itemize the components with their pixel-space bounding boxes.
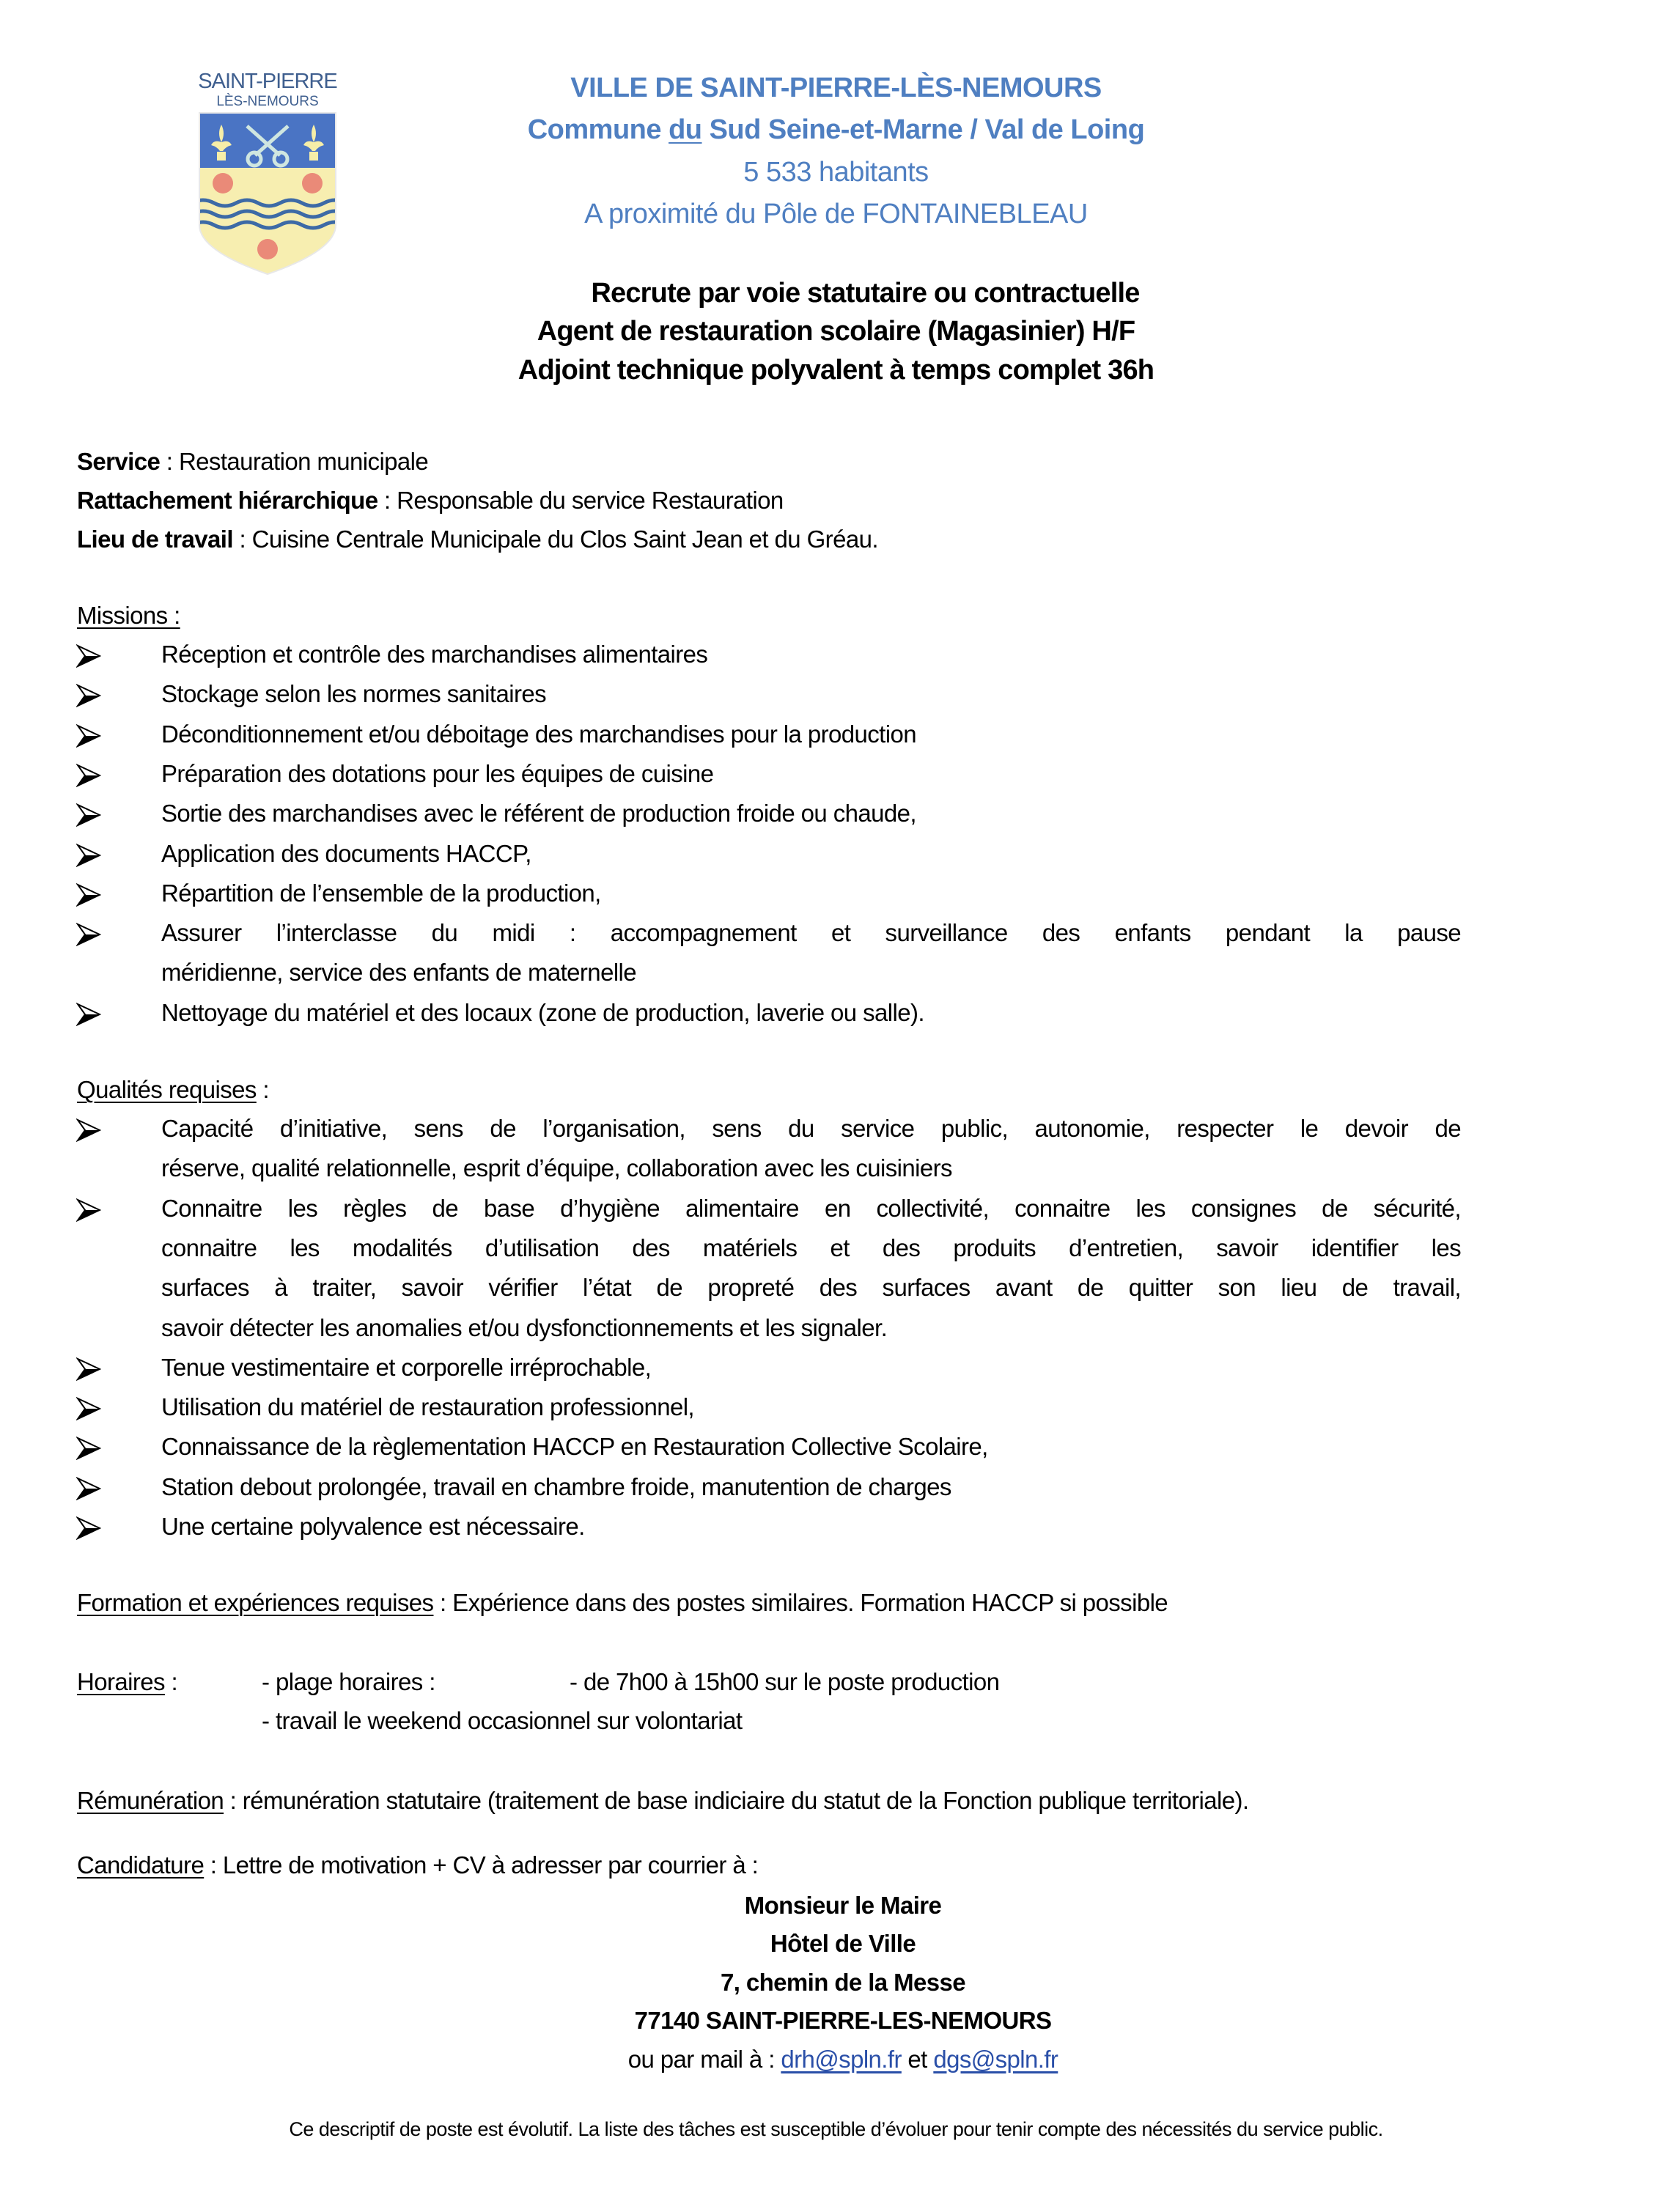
missions-heading: Missions : — [77, 602, 180, 629]
arrow-bullet-icon — [76, 1477, 101, 1500]
qualites-heading-suffix: : — [256, 1076, 269, 1103]
qualite-item: savoir détecter les anomalies et/ou dysfonctionnements et les signaler. — [161, 1313, 888, 1341]
arrow-bullet-icon — [76, 1118, 101, 1142]
commune-prefix: Commune — [527, 114, 669, 145]
population-text: 5 533 habitants — [743, 157, 929, 188]
qualite-item: surfaces à traiter, savoir vérifier l’état de propreté des surfaces avant de quitter son lieu de travail, — [161, 1274, 1461, 1302]
mission-item: Stockage selon les normes sanitaires — [161, 680, 547, 708]
arrow-bullet-icon — [76, 1003, 101, 1026]
service-value: : Restauration municipale — [160, 448, 429, 475]
horaires-label: Horaires — [77, 1668, 165, 1695]
mission-item: Déconditionnement et/ou déboitage des marchandises pour la production — [161, 720, 916, 748]
candidature-label: Candidature — [77, 1851, 205, 1879]
lieu-line — [77, 525, 878, 554]
address-recipient: Monsieur le Maire — [744, 1892, 942, 1919]
email-and: et — [901, 2046, 934, 2073]
mission-item: Réception et contrôle des marchandises alimentaires — [161, 641, 708, 668]
lieu-value: : Cuisine Centrale Municipale du Clos Saint Jean et du Gréau. — [232, 526, 878, 553]
recruitment-type-title: Recrute par voie statutaire ou contractuelle — [591, 278, 1140, 309]
email-link-dgs[interactable]: dgs@spln.fr — [933, 2046, 1058, 2073]
qualite-item: Capacité d’initiative, sens de l’organisation, sens du service public, autonomie, respecter le devoir de — [161, 1115, 1461, 1142]
remuneration-value: : rémunération statutaire (traitement de base indiciaire du statut de la Fonction publique territoriale). — [224, 1787, 1249, 1814]
qualite-item: Une certaine polyvalence est nécessaire. — [161, 1513, 585, 1540]
address-street: 7, chemin de la Messe — [720, 1969, 966, 1996]
mission-item: Nettoyage du matériel et des locaux (zone de production, laverie ou salle). — [161, 998, 924, 1026]
commune-underlined-word: du — [669, 114, 702, 145]
qualite-item: connaitre les modalités d’utilisation des matériels et des produits d’entretien, savoir identifier les — [161, 1234, 1461, 1261]
arrow-bullet-icon — [76, 1397, 101, 1420]
qualite-item: Tenue vestimentaire et corporelle irréprochable, — [161, 1353, 652, 1381]
lieu-label: Lieu de travail — [77, 526, 233, 553]
rattachement-line — [77, 486, 784, 515]
qualite-item: Station debout prolongée, travail en chambre froide, manutention de charges — [161, 1472, 951, 1500]
horaires-label-line — [77, 1667, 177, 1697]
arrow-bullet-icon — [76, 1357, 101, 1381]
job-title: Agent de restauration scolaire (Magasinier) H/F — [537, 316, 1135, 347]
qualite-item: réserve, qualité relationnelle, esprit d’équipe, collaboration avec les cuisiniers — [161, 1154, 952, 1182]
candidature-line — [77, 1851, 758, 1880]
qualites-heading: Qualités requises — [77, 1076, 257, 1103]
logo-line2: LÈS-NEMOURS — [216, 94, 319, 109]
rattachement-label: Rattachement hiérarchique — [77, 487, 378, 514]
service-label: Service — [77, 448, 161, 475]
mission-item: Préparation des dotations pour les équipes de cuisine — [161, 759, 714, 787]
mission-item: Sortie des marchandises avec le référent de production froide ou chaude, — [161, 800, 916, 827]
remuneration-line — [77, 1786, 1248, 1815]
plage-horaires-label: - plage horaires : — [262, 1668, 435, 1695]
rattachement-value: : Responsable du service Restauration — [378, 487, 784, 514]
job-grade-title: Adjoint technique polyvalent à temps complet 36h — [518, 355, 1154, 386]
mission-item: Répartition de l’ensemble de la production, — [161, 879, 601, 907]
mission-item: Assurer l’interclasse du midi : accompagnement et surveillance des enfants pendant la pause — [161, 919, 1461, 947]
arrow-bullet-icon — [76, 684, 101, 707]
mission-item: Application des documents HACCP, — [161, 839, 531, 867]
arrow-bullet-icon — [76, 1437, 101, 1460]
email-line — [0, 2045, 1672, 2074]
qualite-item: Utilisation du matériel de restauration professionnel, — [161, 1393, 695, 1421]
arrow-bullet-icon — [76, 1198, 101, 1222]
horaires-label-suffix: : — [164, 1668, 178, 1695]
logo-line1: SAINT-PIERRE — [198, 70, 337, 93]
commune-suffix: Sud Seine-et-Marne / Val de Loing — [701, 114, 1145, 145]
candidature-value: : Lettre de motivation + CV à adresser par courrier à : — [204, 1851, 759, 1879]
arrow-bullet-icon — [76, 644, 101, 668]
remuneration-label: Rémunération — [77, 1787, 224, 1814]
qualites-heading-line — [77, 1075, 269, 1105]
arrow-bullet-icon — [76, 803, 101, 827]
plage-horaires-value: - de 7h00 à 15h00 sur le poste production — [570, 1668, 1000, 1695]
qualite-item: Connaissance de la règlementation HACCP en Restauration Collective Scolaire, — [161, 1433, 988, 1461]
city-name-heading: VILLE DE SAINT-PIERRE-LÈS-NEMOURS — [570, 73, 1102, 103]
arrow-bullet-icon — [76, 844, 101, 867]
footer-note: Ce descriptif de poste est évolutif. La liste des tâches est susceptible d’évoluer pour tenir compte des nécessités du service public. — [289, 2118, 1383, 2140]
qualite-item: Connaitre les règles de base d’hygiène alimentaire en collectivité, connaitre les consignes de sécurité, — [161, 1194, 1461, 1222]
arrow-bullet-icon — [76, 764, 101, 787]
arrow-bullet-icon — [76, 883, 101, 907]
weekend-text: - travail le weekend occasionnel sur volontariat — [262, 1707, 743, 1734]
arrow-bullet-icon — [76, 724, 101, 748]
formation-value: : Expérience dans des postes similaires. Formation HACCP si possible — [433, 1589, 1168, 1616]
arrow-bullet-icon — [76, 1516, 101, 1540]
proximity-text: A proximité du Pôle de FONTAINEBLEAU — [584, 199, 1088, 229]
formation-line — [77, 1588, 1168, 1618]
commune-subheading — [0, 112, 1672, 147]
arrow-bullet-icon — [76, 923, 101, 946]
email-link-drh[interactable]: drh@spln.fr — [781, 2046, 902, 2073]
service-line — [77, 447, 428, 476]
address-city: 77140 SAINT-PIERRE-LES-NEMOURS — [634, 2007, 1052, 2034]
email-prefix: ou par mail à : — [627, 2046, 781, 2073]
address-building: Hôtel de Ville — [770, 1930, 916, 1957]
mission-item: méridienne, service des enfants de maternelle — [161, 959, 637, 987]
formation-label: Formation et expériences requises — [77, 1589, 434, 1616]
